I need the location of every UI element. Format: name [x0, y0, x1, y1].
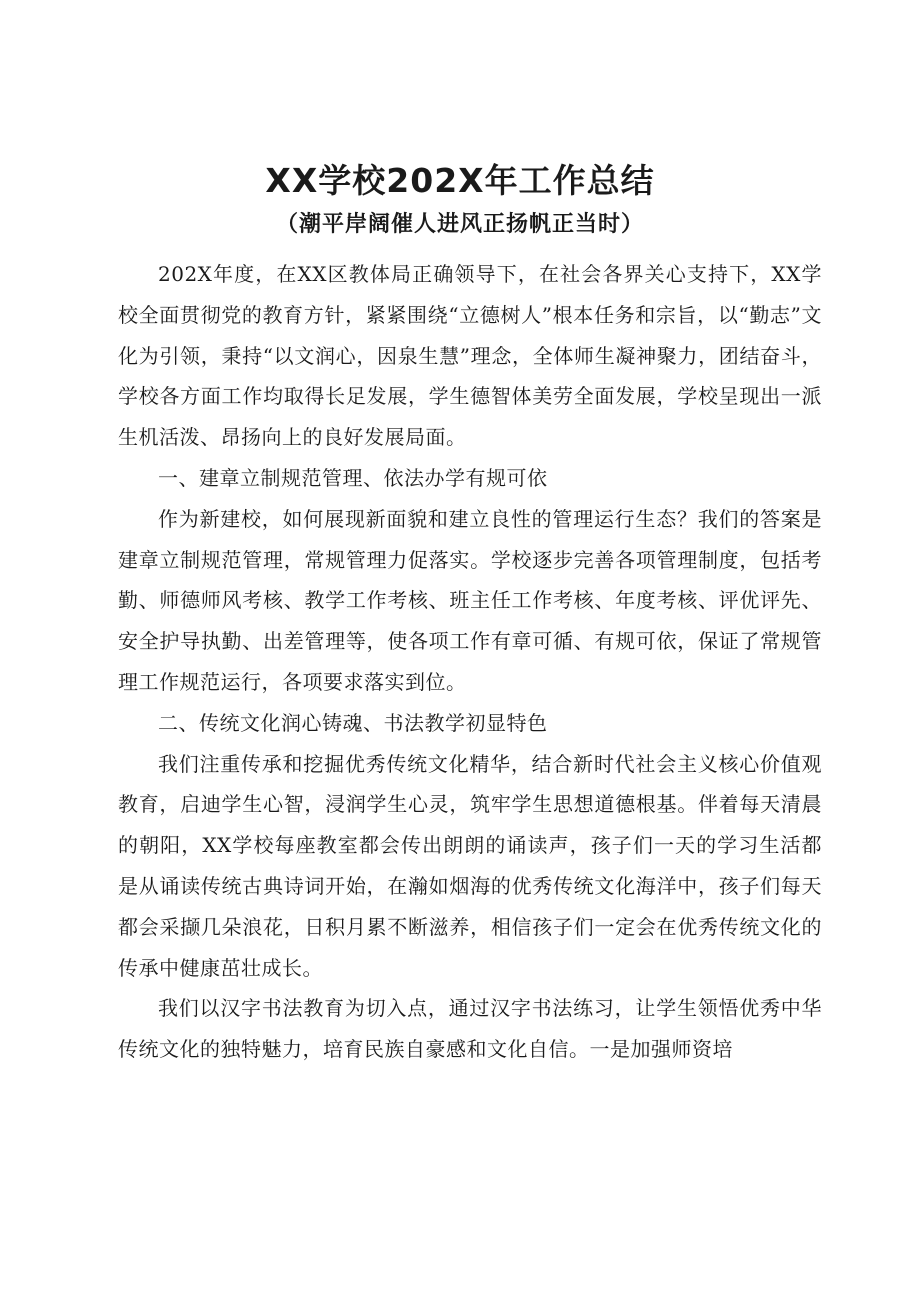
section-heading-2: 二、传统文化润心铸魂、书法教学初显特色	[158, 710, 548, 735]
paragraph-intro: 202X年度，在XX区教体局正确领导下，在社会各界关心支持下，XX学校全面贯彻党的教育方针，紧紧围绕“立德树人”根本任务和宗旨，以“勤志”文化为引领，秉持“以文润心，因泉生慧”理念，全体师生凝神聚力，团结奋斗，学校各方面工作均取得长足发展，学生德智体美劳全面发展，学校呈现出一派生机活泼、昂扬向上的良好发展局面。	[118, 262, 822, 450]
paragraph-section-2a: 我们注重传承和挖掘优秀传统文化精华，结合新时代社会主义核心价值观教育，启迪学生心智，浸润学生心灵，筑牢学生思想道德根基。伴着每天清晨的朝阳，XX学校每座教室都会传出朗朗的诵读声，孩子们一天的学习生活都是从诵读传统古典诗词开始，在瀚如烟海的优秀传统文化海洋中，孩子们每天都会采撷几朵浪花，日积月累不断滋养，相信孩子们一定会在优秀传统文化的传承中健康茁壮成长。	[118, 751, 822, 980]
section-heading-1: 一、建章立制规范管理、依法办学有规可依	[158, 465, 548, 490]
document-subtitle: （潮平岸阔催人进风正扬帆正当时）	[275, 212, 644, 237]
paragraph-section-2b: 我们以汉字书法教育为切入点，通过汉字书法练习，让学生领悟优秀中华传统文化的独特魅力，培育民族自豪感和文化自信。一是加强师资培	[118, 996, 822, 1062]
document-title: XX学校202X年工作总结	[265, 161, 655, 200]
document-body	[118, 254, 822, 1070]
paragraph-section-1: 作为新建校，如何展现新面貌和建立良性的管理运行生态？我们的答案是建章立制规范管理，常规管理力促落实。学校逐步完善各项管理制度，包括考勤、师德师风考核、教学工作考核、班主任工作考核、年度考核、评优评先、安全护导执勤、出差管理等，使各项工作有章可循、有规可依，保证了常规管理工作规范运行，各项要求落实到位。	[118, 506, 822, 694]
